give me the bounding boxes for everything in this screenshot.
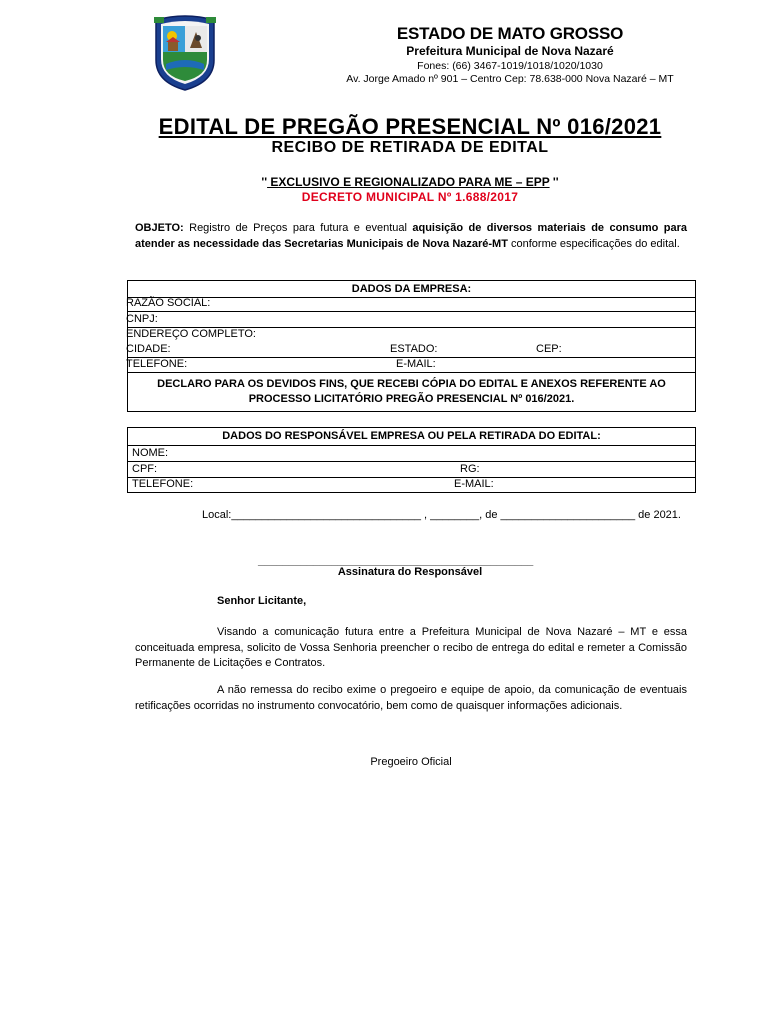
telefone-field[interactable]: TELEFONE: <box>126 358 188 370</box>
header-address: Av. Jorge Amado nº 901 – Centro Cep: 78.638-000 Nova Nazaré – MT <box>346 73 674 85</box>
row-divider <box>128 477 695 478</box>
objeto-paragraph <box>135 220 687 252</box>
body-paragraph-2: A não remessa do recibo exime o pregoeiro e equipe de apoio, da comunicação de eventuais retificações ocorridas no instrumento convocatório, bem como de quaisquer informações adicionais. <box>135 684 687 712</box>
signature-label: Assinatura do Responsável <box>337 566 483 578</box>
razao-social-field[interactable]: RAZÃO SOCIAL: <box>126 297 211 309</box>
local-date-line[interactable]: Local:_______________________________ , ________, de ______________________ de 2021. <box>202 509 681 521</box>
declaration-line-1: DECLARO PARA OS DEVIDOS FINS, QUE RECEBI CÓPIA DO EDITAL E ANEXOS REFERENTE AO <box>157 378 666 390</box>
row-divider <box>128 311 695 312</box>
cpf-field[interactable]: CPF: <box>132 463 158 475</box>
declaration-line-2: PROCESSO LICITATÓRIO PREGÃO PRESENCIAL Nº 016/2021. <box>248 393 575 405</box>
email-field[interactable]: E-MAIL: <box>396 358 436 370</box>
header-phones: Fones: (66) 3467-1019/1018/1020/1030 <box>417 60 603 72</box>
row-divider <box>128 461 695 462</box>
row-divider <box>128 372 695 373</box>
document-title: EDITAL DE PREGÃO PRESENCIAL Nº 016/2021 <box>158 114 662 139</box>
body-paragraph-1: Visando a comunicação futura entre a Prefeitura Municipal de Nova Nazaré – MT e essa conceituada empresa, solicito de Vossa Senhoria preencher o recibo de entrega do edital e remeter a Comissão Permanente de Licitações e Contratos. <box>135 626 687 669</box>
footer-signatory: Pregoeiro Oficial <box>370 756 452 768</box>
signature-line[interactable]: _____________________________________________ <box>258 555 534 567</box>
objeto-bold-text: aquisição de diversos materiais de consumo para atender as necessidade das Secretarias Municipais de Nova Nazaré-MT <box>135 222 688 250</box>
nome-field[interactable]: NOME: <box>132 447 169 459</box>
header-state: ESTADO DE MATO GROSSO <box>396 24 624 43</box>
declaration-text <box>132 377 691 407</box>
cnpj-field[interactable]: CNPJ: <box>126 313 158 325</box>
document-subtitle: RECIBO DE RETIRADA DE EDITAL <box>271 139 549 156</box>
responsible-telefone-field[interactable]: TELEFONE: <box>132 478 194 490</box>
exclusive-open-quote: '' <box>261 175 268 189</box>
salutation: Senhor Licitante, <box>217 595 307 607</box>
exclusive-notice <box>100 175 720 189</box>
objeto-label: OBJETO: <box>135 222 184 234</box>
responsible-email-field[interactable]: E-MAIL: <box>454 478 494 490</box>
row-divider <box>128 445 695 446</box>
company-data-heading: DADOS DA EMPRESA: <box>128 281 695 298</box>
cidade-field[interactable]: CIDADE: <box>126 343 171 355</box>
endereco-field[interactable]: ENDEREÇO COMPLETO: <box>126 328 256 340</box>
header-prefecture: Prefeitura Municipal de Nova Nazaré <box>406 44 614 58</box>
cep-field[interactable]: CEP: <box>536 343 562 355</box>
objeto-text-1: Registro de Preços para futura e eventual <box>183 222 413 234</box>
responsible-data-table <box>127 427 696 493</box>
exclusive-close-quote: '' <box>549 175 559 189</box>
rg-field[interactable]: RG: <box>460 463 480 475</box>
responsible-data-heading: DADOS DO RESPONSÁVEL EMPRESA OU PELA RETIRADA DO EDITAL: <box>222 430 601 442</box>
estado-field[interactable]: ESTADO: <box>390 343 438 355</box>
objeto-text-2: conforme especificações do edital. <box>507 238 680 250</box>
decree-reference: DECRETO MUNICIPAL Nº 1.688/2017 <box>301 190 519 204</box>
exclusive-text: EXCLUSIVO E REGIONALIZADO PARA ME – EPP <box>267 175 550 189</box>
company-data-table <box>127 280 696 412</box>
municipal-coat-of-arms-icon <box>150 14 220 92</box>
